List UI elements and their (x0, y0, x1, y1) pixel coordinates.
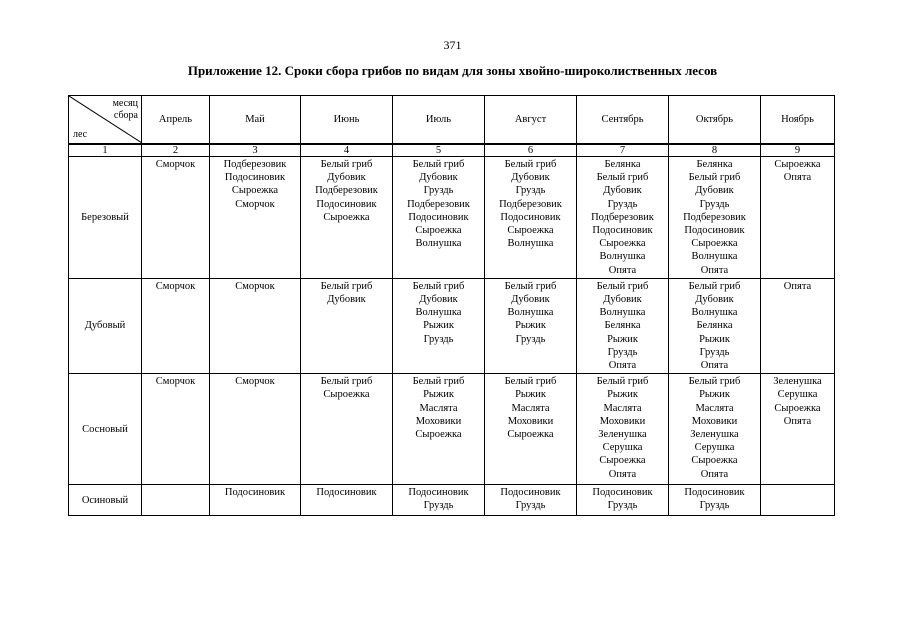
mushroom-name: Подосиновик (316, 198, 377, 210)
mushroom-name: Груздь (423, 333, 454, 345)
mushroom-name: Опята (700, 468, 729, 480)
month-header: Сентябрь (577, 96, 669, 145)
mushroom-name: Сыроежка (415, 225, 462, 237)
mushroom-name: Сыроежка (599, 238, 646, 250)
mushroom-name: Сморчок (155, 280, 196, 292)
mushroom-name: Рыжик (515, 389, 546, 401)
mushroom-name: Белянка (696, 159, 733, 170)
mushroom-name: Белый гриб (320, 376, 373, 388)
mushroom-harvest-table (68, 95, 835, 516)
mushroom-name: Сыроежка (507, 225, 554, 237)
mushroom-name: Подосиновик (592, 487, 653, 499)
mushroom-name: Сморчок (235, 376, 275, 388)
mushroom-cell (577, 485, 669, 516)
mushroom-name: Подосиновик (408, 211, 469, 223)
mushroom-name: Рыжик (699, 389, 730, 401)
mushroom-name: Белый гриб (688, 280, 741, 292)
mushroom-name: Белянка (696, 320, 733, 332)
mushroom-name: Груздь (607, 500, 638, 512)
mushroom-name: Рыжик (607, 389, 638, 401)
forest-type-label: Березовый (69, 157, 142, 279)
column-number: 8 (669, 144, 761, 157)
month-header: Июнь (301, 96, 393, 145)
mushroom-name: Дубовик (419, 172, 458, 184)
mushroom-name: Волнушка (691, 251, 738, 263)
mushroom-cell (393, 157, 485, 279)
mushroom-cell (301, 485, 393, 516)
forest-type-label: Осиновый (69, 485, 142, 516)
mushroom-name: Дубовик (695, 185, 734, 197)
table-row (69, 374, 835, 485)
mushroom-name: Опята (783, 415, 812, 427)
mushroom-cell (301, 374, 393, 485)
mushroom-name: Груздь (515, 333, 546, 345)
mushroom-name: Подосиновик (684, 487, 745, 499)
mushroom-name: Груздь (515, 185, 546, 197)
mushroom-name: Подберезовик (683, 211, 746, 223)
mushroom-name: Дубовик (511, 172, 550, 184)
page-number: 371 (443, 38, 462, 52)
mushroom-name: Сморчок (235, 280, 275, 292)
column-number: 6 (485, 144, 577, 157)
column-number-row (69, 144, 835, 157)
mushroom-name: Груздь (607, 346, 638, 358)
mushroom-cell (485, 485, 577, 516)
mushroom-name: Подберезовик (407, 198, 470, 210)
mushroom-name: Подберезовик (315, 185, 378, 197)
mushroom-cell (669, 485, 761, 516)
mushroom-name: Груздь (699, 198, 730, 210)
mushroom-name: Подосиновик (224, 487, 286, 499)
mushroom-name: Рыжик (423, 389, 454, 401)
mushroom-name: Опята (700, 360, 729, 372)
mushroom-cell (577, 157, 669, 279)
mushroom-name: Дубовик (327, 294, 366, 306)
mushroom-name: Сыроежка (323, 389, 370, 401)
mushroom-cell (142, 374, 210, 485)
mushroom-cell (210, 485, 301, 516)
column-number: 2 (142, 144, 210, 157)
mushroom-name: Груздь (699, 346, 730, 358)
corner-month-label: месяц (112, 98, 138, 109)
mushroom-name: Сыроежка (507, 429, 554, 441)
mushroom-name: Рыжик (515, 320, 546, 332)
corner-forest-label: лес (73, 128, 88, 140)
mushroom-name: Белый гриб (412, 376, 465, 388)
mushroom-name: Дубовик (695, 294, 734, 306)
mushroom-cell (301, 157, 393, 279)
mushroom-cell (142, 157, 210, 279)
column-number: 1 (69, 144, 142, 157)
mushroom-name: Опята (608, 264, 637, 276)
mushroom-cell (761, 157, 835, 279)
mushroom-name: Сыроежка (231, 185, 279, 197)
mushroom-name: Сыроежка (774, 159, 821, 170)
mushroom-name: Белый гриб (412, 280, 465, 292)
mushroom-cell (485, 278, 577, 373)
month-header: Август (485, 96, 577, 145)
mushroom-name: Волнушка (415, 307, 462, 319)
mushroom-name: Моховики (691, 415, 738, 427)
mushroom-name: Волнушка (599, 307, 646, 319)
mushroom-name: Сыроежка (599, 455, 646, 467)
mushroom-name: Волнушка (507, 307, 554, 319)
mushroom-name: Зеленушка (690, 429, 739, 441)
mushroom-name: Моховики (415, 415, 462, 427)
mushroom-name: Белый гриб (504, 376, 557, 388)
mushroom-cell (485, 157, 577, 279)
mushroom-name: Маслята (695, 402, 734, 414)
mushroom-name: Сморчок (235, 198, 275, 210)
corner-top-label (113, 98, 138, 122)
mushroom-name: Моховики (507, 415, 554, 427)
mushroom-name: Сморчок (155, 376, 196, 388)
mushroom-name: Зеленушка (773, 376, 822, 388)
corner-collection-label: сбора (113, 110, 138, 121)
mushroom-name: Маслята (511, 402, 550, 414)
mushroom-name: Сыроежка (774, 402, 821, 414)
mushroom-name: Груздь (699, 500, 730, 512)
corner-cell (69, 96, 142, 145)
mushroom-name: Дубовик (603, 294, 642, 306)
column-number: 3 (210, 144, 301, 157)
mushroom-name: Рыжик (607, 333, 638, 345)
mushroom-cell (669, 374, 761, 485)
mushroom-name: Груздь (423, 500, 454, 512)
mushroom-name: Серушка (777, 389, 818, 401)
mushroom-cell (210, 157, 301, 279)
mushroom-cell (577, 278, 669, 373)
mushroom-name: Дубовик (511, 294, 550, 306)
mushroom-cell (669, 278, 761, 373)
mushroom-name: Подберезовик (591, 211, 654, 223)
mushroom-name: Волнушка (691, 307, 738, 319)
mushroom-cell (393, 278, 485, 373)
mushroom-cell (761, 485, 835, 516)
mushroom-name: Белый гриб (412, 159, 465, 170)
column-number: 5 (393, 144, 485, 157)
month-header: Июль (393, 96, 485, 145)
mushroom-name: Волнушка (599, 251, 646, 263)
mushroom-name: Маслята (419, 402, 458, 414)
mushroom-name: Подосиновик (500, 487, 561, 499)
mushroom-name: Белый гриб (596, 376, 649, 388)
mushroom-name: Опята (700, 264, 729, 276)
column-number: 9 (761, 144, 835, 157)
mushroom-name: Белянка (604, 320, 641, 332)
mushroom-name: Маслята (603, 402, 642, 414)
mushroom-name: Рыжик (423, 320, 454, 332)
mushroom-cell (301, 278, 393, 373)
mushroom-cell (761, 374, 835, 485)
mushroom-name: Белый гриб (320, 280, 373, 292)
month-header: Апрель (142, 96, 210, 145)
table-row (69, 278, 835, 373)
mushroom-name: Груздь (515, 500, 546, 512)
mushroom-name: Подосиновик (684, 225, 745, 237)
mushroom-name: Груздь (607, 198, 638, 210)
mushroom-name: Белый гриб (688, 172, 741, 184)
mushroom-name: Серушка (602, 442, 643, 454)
mushroom-cell (485, 374, 577, 485)
mushroom-name: Белый гриб (320, 159, 373, 170)
mushroom-cell (142, 485, 210, 516)
mushroom-name: Подосиновик (316, 487, 377, 499)
mushroom-name: Рыжик (699, 333, 730, 345)
mushroom-cell (761, 278, 835, 373)
mushroom-name: Белый гриб (504, 280, 557, 292)
mushroom-name: Белый гриб (596, 280, 649, 292)
mushroom-cell (393, 485, 485, 516)
mushroom-name: Опята (783, 280, 812, 292)
mushroom-name: Сыроежка (323, 211, 370, 223)
column-number: 4 (301, 144, 393, 157)
forest-type-label: Дубовый (69, 278, 142, 373)
mushroom-name: Дубовик (327, 172, 366, 184)
mushroom-name: Подосиновик (408, 487, 469, 499)
mushroom-name: Сыроежка (691, 238, 738, 250)
table-body (69, 157, 835, 516)
mushroom-name: Груздь (423, 185, 454, 197)
table-row (69, 485, 835, 516)
mushroom-name: Опята (608, 468, 637, 480)
mushroom-name: Сыроежка (415, 429, 462, 441)
table-row (69, 157, 835, 279)
month-header: Май (210, 96, 301, 145)
mushroom-name: Белый гриб (688, 376, 741, 388)
mushroom-cell (669, 157, 761, 279)
mushroom-cell (210, 374, 301, 485)
mushroom-name: Моховики (599, 415, 646, 427)
mushroom-name: Подосиновик (592, 225, 653, 237)
mushroom-name: Опята (783, 172, 812, 184)
mushroom-name: Дубовик (419, 294, 458, 306)
mushroom-name: Белый гриб (504, 159, 557, 170)
mushroom-cell (577, 374, 669, 485)
forest-type-label: Сосновый (69, 374, 142, 485)
mushroom-name: Дубовик (603, 185, 642, 197)
mushroom-cell (142, 278, 210, 373)
mushroom-cell (210, 278, 301, 373)
mushroom-name: Белый гриб (596, 172, 649, 184)
mushroom-name: Подберезовик (223, 159, 287, 170)
mushroom-name: Сыроежка (691, 455, 738, 467)
month-header: Октябрь (669, 96, 761, 145)
page-title: Приложение 12. Сроки сбора грибов по видам для зоны хвойно-широколиственных лесов (187, 63, 718, 78)
mushroom-name: Серушка (694, 442, 735, 454)
column-number: 7 (577, 144, 669, 157)
mushroom-name: Опята (608, 360, 637, 372)
header-row (69, 96, 835, 145)
mushroom-name: Белянка (604, 159, 641, 170)
mushroom-cell (393, 374, 485, 485)
month-header: Ноябрь (761, 96, 835, 145)
mushroom-name: Волнушка (415, 238, 462, 250)
mushroom-name: Подосиновик (500, 211, 561, 223)
mushroom-name: Зеленушка (598, 429, 647, 441)
mushroom-name: Сморчок (155, 159, 196, 170)
mushroom-name: Подберезовик (499, 198, 562, 210)
mushroom-name: Подосиновик (224, 172, 286, 184)
mushroom-name: Волнушка (507, 238, 554, 250)
